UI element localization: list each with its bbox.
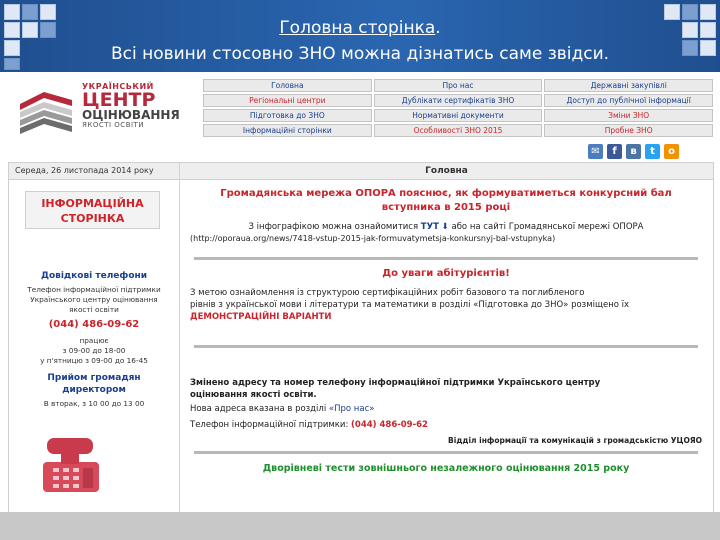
slide-subtitle: Всі новини стосовно ЗНО можна дізнатись саме звідси.	[110, 44, 610, 64]
phones-text2: Українського центру оцінювання	[30, 295, 158, 304]
download-icon: ⬇	[441, 222, 449, 232]
slide-title-period: .	[435, 18, 441, 38]
bottom-bar	[0, 512, 720, 540]
news3-about-link[interactable]: «Про нас»	[328, 404, 375, 414]
date-bar: Середа, 26 листопада 2014 року	[9, 163, 179, 180]
telephone-icon	[37, 428, 107, 498]
social-icons	[588, 144, 679, 159]
logo-line3: ОЦІНЮВАННЯ	[82, 108, 180, 122]
news3-dept: Відділ інформації та комунікацій з громадськістю УЦОЯО	[448, 436, 702, 445]
news3-addr-text: Нова адреса вказана в розділі	[190, 404, 327, 414]
top-nav	[203, 79, 713, 139]
hours1: працює	[79, 336, 109, 345]
news3-phone-line	[190, 419, 702, 431]
slide-header	[0, 0, 720, 72]
news2-title[interactable]: До уваги абітурієнтів!	[382, 268, 510, 279]
logo-line4: ЯКОСТІ ОСВІТИ	[82, 121, 145, 129]
site-logo[interactable]	[14, 82, 184, 148]
separator	[194, 345, 698, 348]
nav-zno-2015-features[interactable]: Особливості ЗНО 2015	[374, 124, 543, 137]
news2-text2: рівнів з української мови і літератури та математики в розділі «Підготовка до ЗНО» розміщено їх	[190, 300, 630, 310]
news1-url[interactable]: (http://oporaua.org/news/7418-vstup-2015-jak-formuvatymetsja-konkursnyj-bal-vstupnyka)	[190, 234, 556, 243]
reception-title1: Прийом громадян	[47, 373, 141, 383]
nav-trial-zno[interactable]: Пробне ЗНО	[544, 124, 713, 137]
logo-line1: УКРАЇНСЬКИЙ	[82, 82, 154, 91]
nav-public-info[interactable]: Доступ до публічної інформації	[544, 94, 713, 107]
news1-title[interactable]: Громадянська мережа ОПОРА пояснює, як формуватиметься конкурсний бал вступника в 2015 році	[220, 188, 672, 213]
news3-text2: оцінювання якості освіти.	[190, 390, 317, 400]
news1-text	[190, 221, 702, 233]
slide-title-link[interactable]: Головна сторінка	[279, 18, 436, 38]
phones-text3: якості освіти	[69, 305, 119, 314]
reception-text: В вторак, з 10 00 до 13 00	[43, 399, 145, 408]
separator	[194, 257, 698, 260]
hours2: з 09-00 до 18-00	[62, 346, 126, 355]
logo-line2: ЦЕНТР	[82, 89, 156, 111]
nav-procurement[interactable]: Державні закупівлі	[544, 79, 713, 92]
odnoklassniki-icon[interactable]: о	[664, 144, 679, 159]
hours3: у п'ятницю з 09-00 до 16-45	[40, 356, 148, 365]
sidebar	[9, 163, 180, 513]
phones-text1: Телефон інформаційної підтримки	[27, 285, 161, 294]
news1-text-a: З інфографікою можна ознайомитися	[248, 222, 419, 232]
phones-title: Довідкові телефони	[40, 271, 148, 281]
facebook-icon[interactable]: f	[607, 144, 622, 159]
news3-phone-label: Телефон інформаційної підтримки:	[190, 420, 349, 430]
reception-title2: директором	[62, 385, 126, 395]
news3-text1: Змінено адресу та номер телефону інформаційної підтримки Українського центру	[190, 378, 601, 388]
vk-icon[interactable]: в	[626, 144, 641, 159]
mail-icon[interactable]: ✉	[588, 144, 603, 159]
phone-number: (044) 486-09-62	[48, 319, 140, 330]
nav-preparation[interactable]: Підготовка до ЗНО	[203, 109, 372, 122]
news4-title[interactable]: Дворівневі тести зовнішнього незалежного оцінювання 2015 року	[262, 463, 630, 474]
nav-about[interactable]: Про нас	[374, 79, 543, 92]
nav-certificate-duplicates[interactable]: Дублікати сертифікатів ЗНО	[374, 94, 543, 107]
nav-zno-changes[interactable]: Зміни ЗНО	[544, 109, 713, 122]
nav-regulations[interactable]: Нормативні документи	[374, 109, 543, 122]
news3-phone: (044) 486-09-62	[351, 420, 428, 430]
news1-text-b: або на сайті Громадянської мережі ОПОРА	[451, 222, 644, 232]
info-page-box[interactable]: ІНФОРМАЦІЙНА СТОРІНКА	[25, 191, 160, 229]
content-area	[180, 163, 713, 513]
book-logo-icon	[14, 82, 78, 142]
news2-demo[interactable]: ДЕМОНСТРАЦІЙНІ ВАРІАНТИ	[190, 312, 332, 322]
news2-text1: З метою ознайомлення із структурою сертифікаційних робіт базового та поглибленого	[190, 288, 585, 298]
content-header: Головна	[180, 163, 713, 180]
main-frame	[8, 162, 714, 514]
nav-regional-centers[interactable]: Регіональні центри	[203, 94, 372, 107]
separator	[194, 451, 698, 454]
slide-title	[0, 18, 720, 38]
twitter-icon[interactable]: t	[645, 144, 660, 159]
nav-home[interactable]: Головна	[203, 79, 372, 92]
nav-info-pages[interactable]: Інформаційні сторінки	[203, 124, 372, 137]
news3-address	[190, 403, 702, 415]
news1-link[interactable]: ТУТ	[420, 222, 439, 232]
website-screenshot	[0, 72, 720, 540]
